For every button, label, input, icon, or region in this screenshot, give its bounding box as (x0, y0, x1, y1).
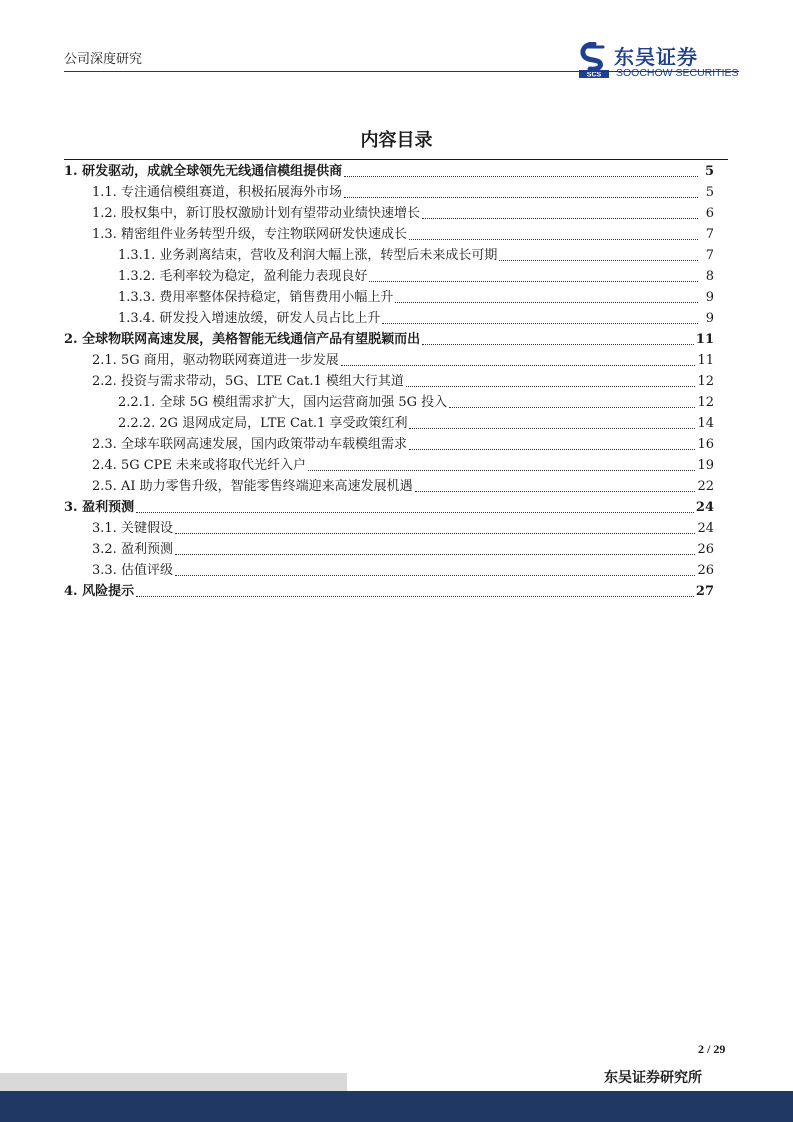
toc-entry-page: 9 (705, 311, 714, 326)
toc-entry-page: 12 (697, 395, 714, 410)
toc-entry-page: 11 (697, 353, 714, 368)
toc-entry-label: 1.3.1. 业务剥离结束，营收及利润大幅上涨，转型后未来成长可期 (118, 248, 498, 263)
toc-leader-dots (395, 302, 698, 303)
toc-entry-label: 3.3. 估值评级 (92, 563, 173, 578)
toc-entry-page: 26 (697, 563, 714, 578)
toc-entry-label: 2.5. AI 助力零售升级，智能零售终端迎来高速发展机遇 (92, 479, 413, 494)
toc-leader-dots (136, 512, 694, 513)
toc-entry-page: 26 (697, 542, 714, 557)
toc-leader-dots (175, 575, 696, 576)
toc-entry-page: 27 (695, 584, 714, 599)
toc-entry[interactable] (118, 243, 714, 264)
toc-entry[interactable] (64, 159, 714, 180)
toc-entry[interactable] (118, 390, 714, 411)
toc-entry[interactable] (92, 222, 714, 243)
toc-entry-label: 2.3. 全球车联网高速发展，国内政策带动车载模组需求 (92, 437, 407, 452)
toc-leader-dots (136, 596, 694, 597)
logo-english-name: SOOCHOW SECURITIES (616, 67, 739, 79)
footer-navy-band (0, 1091, 793, 1122)
toc-entry[interactable] (92, 348, 714, 369)
toc-leader-dots (409, 239, 698, 240)
toc-entry-label: 1.2. 股权集中，新订股权激励计划有望带动业绩快速增长 (92, 206, 420, 221)
toc-entry-page: 14 (697, 416, 714, 431)
toc-leader-dots (175, 533, 696, 534)
toc-entry-page: 8 (705, 269, 714, 284)
toc-leader-dots (422, 218, 698, 219)
toc-entry-label: 2.2. 投资与需求带动，5G、LTE Cat.1 模组大行其道 (92, 374, 404, 389)
toc-entry[interactable] (64, 495, 714, 516)
toc-entry-label: 1.3. 精密组件业务转型升级，专注物联网研发快速成长 (92, 227, 407, 242)
toc-entry-label: 2. 全球物联网高速发展，美格智能无线通信产品有望脱颖而出 (64, 332, 421, 347)
toc-entry[interactable] (92, 201, 714, 222)
toc-entry-page: 12 (697, 374, 714, 389)
toc-entry[interactable] (92, 474, 714, 495)
toc-leader-dots (409, 449, 696, 450)
toc-entry-label: 3. 盈利预测 (64, 500, 135, 515)
toc-entry-label: 2.2.2. 2G 退网成定局，LTE Cat.1 享受政策红利 (118, 416, 408, 431)
toc-entry-page: 19 (697, 458, 714, 473)
toc-entry-page: 7 (705, 248, 714, 263)
company-logo (578, 40, 743, 80)
toc-leader-dots (344, 197, 698, 198)
toc-leader-dots (308, 470, 695, 471)
toc-leader-dots (422, 344, 694, 345)
toc-entry[interactable] (118, 285, 714, 306)
toc-entry[interactable] (92, 516, 714, 537)
toc-entry-page: 24 (697, 521, 714, 536)
toc-entry[interactable] (92, 537, 714, 558)
toc-entry[interactable] (92, 453, 714, 474)
toc-entry-page: 6 (705, 206, 714, 221)
toc-entry[interactable] (92, 180, 714, 201)
toc-entry-label: 4. 风险提示 (64, 584, 135, 599)
toc-entry-label: 1.1. 专注通信模组赛道，积极拓展海外市场 (92, 185, 342, 200)
toc-entry[interactable] (118, 411, 714, 432)
toc-entry[interactable] (118, 306, 714, 327)
toc-title: 内容目录 (360, 130, 433, 151)
toc-entry-page: 7 (705, 227, 714, 242)
toc-entry[interactable] (92, 369, 714, 390)
toc-entry-label: 2.2.1. 全球 5G 模组需求扩大，国内运营商加强 5G 投入 (118, 395, 448, 410)
toc-entry-page: 5 (704, 164, 714, 179)
toc-entry-label: 2.4. 5G CPE 未来或将取代光纤入户 (92, 458, 307, 473)
toc-entry-label: 3.2. 盈利预测 (92, 542, 173, 557)
header-divider (64, 71, 739, 72)
toc-entry[interactable] (64, 579, 714, 600)
toc-entry-label: 3.1. 关键假设 (92, 521, 173, 536)
toc-leader-dots (409, 428, 695, 429)
toc-entry-label: 1.3.2. 毛利率较为稳定，盈利能力表现良好 (118, 269, 368, 284)
toc-entry-page: 5 (705, 185, 714, 200)
toc-leader-dots (415, 491, 696, 492)
logo-mark-text: SCS (586, 71, 602, 78)
logo-chinese-name: 东吴证券 (614, 45, 698, 69)
toc-entry[interactable] (118, 264, 714, 285)
page-number: 2 / 29 (698, 1042, 726, 1056)
toc-leader-dots (449, 407, 695, 408)
toc-leader-dots (406, 386, 696, 387)
toc-entry-label: 1.3.3. 费用率整体保持稳定，销售费用小幅上升 (118, 290, 394, 305)
scs-logo-icon (578, 42, 610, 78)
toc-entry[interactable] (92, 432, 714, 453)
toc-entry-page: 9 (705, 290, 714, 305)
toc-leader-dots (344, 176, 698, 177)
toc-leader-dots (175, 554, 696, 555)
toc-leader-dots (369, 281, 698, 282)
toc-entry-page: 16 (697, 437, 714, 452)
toc-entry[interactable] (64, 327, 714, 348)
toc-entry-label: 1. 研发驱动，成就全球领先无线通信模组提供商 (64, 164, 343, 179)
toc-entry-page: 11 (695, 332, 714, 347)
toc-entry-page: 24 (695, 500, 714, 515)
toc-entry-label: 2.1. 5G 商用，驱动物联网赛道进一步发展 (92, 353, 339, 368)
toc-leader-dots (382, 323, 698, 324)
toc-entry[interactable] (92, 558, 714, 579)
toc-leader-dots (341, 365, 696, 366)
footer-org-name: 东吴证券研究所 (604, 1070, 702, 1086)
toc-entry-page: 22 (697, 479, 714, 494)
report-type-label: 公司深度研究 (64, 52, 143, 67)
toc-leader-dots (499, 260, 698, 261)
toc-entry-label: 1.3.4. 研发投入增速放缓，研发人员占比上升 (118, 311, 381, 326)
footer-grey-band (0, 1073, 347, 1091)
